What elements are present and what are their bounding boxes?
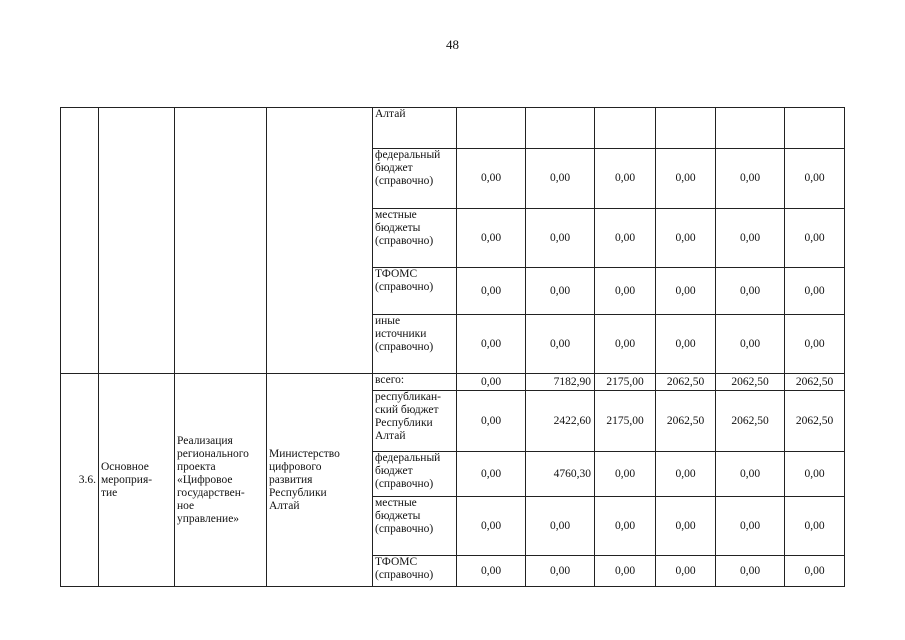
- executor-cell: [267, 108, 373, 374]
- funding-source: республикан- ский бюджет Республики Алтай: [373, 391, 457, 452]
- value-cell: 0,00: [595, 556, 656, 587]
- value-cell: 7182,90: [526, 374, 595, 391]
- value-cell: 0,00: [656, 452, 716, 497]
- value-cell: 0,00: [785, 268, 845, 315]
- value-cell: 0,00: [716, 268, 785, 315]
- value-cell: 0,00: [656, 556, 716, 587]
- funding-source: федеральный бюджет (справочно): [373, 452, 457, 497]
- value-cell: [595, 108, 656, 149]
- value-cell: 0,00: [716, 149, 785, 209]
- funding-source: ТФОМС (справочно): [373, 268, 457, 315]
- value-cell: 2062,50: [656, 391, 716, 452]
- value-cell: 2062,50: [716, 391, 785, 452]
- funding-source: местные бюджеты (справочно): [373, 209, 457, 268]
- value-cell: 0,00: [656, 149, 716, 209]
- value-cell: 0,00: [785, 209, 845, 268]
- value-cell: 0,00: [785, 149, 845, 209]
- name-cell: [175, 108, 267, 374]
- value-cell: [457, 108, 526, 149]
- measure-name: Реализация регионального проекта «Цифровое государствен- ное управление»: [175, 374, 267, 587]
- page-number: 48: [446, 37, 459, 52]
- value-cell: 0,00: [595, 209, 656, 268]
- measure-number: 3.6.: [61, 374, 99, 587]
- value-cell: 0,00: [785, 556, 845, 587]
- measure-executor: Министерство цифрового развития Республики Алтай: [267, 374, 373, 587]
- measure-type: Основное мероприя- тие: [99, 374, 175, 587]
- value-cell: 0,00: [595, 497, 656, 556]
- value-cell: 2062,50: [716, 374, 785, 391]
- value-cell: 0,00: [457, 209, 526, 268]
- value-cell: 0,00: [526, 315, 595, 374]
- value-cell: 0,00: [526, 209, 595, 268]
- value-cell: 0,00: [716, 452, 785, 497]
- value-cell: 2422,60: [526, 391, 595, 452]
- value-cell: [785, 108, 845, 149]
- value-cell: [656, 108, 716, 149]
- value-cell: 0,00: [716, 556, 785, 587]
- value-cell: 0,00: [595, 149, 656, 209]
- value-cell: 2175,00: [595, 391, 656, 452]
- value-cell: 0,00: [656, 497, 716, 556]
- value-cell: 0,00: [716, 315, 785, 374]
- value-cell: 0,00: [656, 315, 716, 374]
- value-cell: 0,00: [656, 209, 716, 268]
- value-cell: 0,00: [457, 149, 526, 209]
- funding-source: ТФОМС (справочно): [373, 556, 457, 587]
- funding-source: местные бюджеты (справочно): [373, 497, 457, 556]
- value-cell: 2062,50: [785, 374, 845, 391]
- funding-source: федеральный бюджет (справочно): [373, 149, 457, 209]
- value-cell: 0,00: [457, 452, 526, 497]
- value-cell: 0,00: [526, 268, 595, 315]
- value-cell: 0,00: [595, 315, 656, 374]
- value-cell: 0,00: [457, 497, 526, 556]
- value-cell: 0,00: [716, 209, 785, 268]
- value-cell: 0,00: [785, 497, 845, 556]
- funding-source: всего:: [373, 374, 457, 391]
- value-cell: 0,00: [457, 391, 526, 452]
- value-cell: 0,00: [457, 556, 526, 587]
- table-row: [61, 108, 845, 149]
- value-cell: 0,00: [785, 452, 845, 497]
- value-cell: 2062,50: [785, 391, 845, 452]
- value-cell: 0,00: [595, 268, 656, 315]
- value-cell: 0,00: [457, 374, 526, 391]
- value-cell: 0,00: [716, 497, 785, 556]
- value-cell: 0,00: [457, 268, 526, 315]
- type-cell: [99, 108, 175, 374]
- number-cell: [61, 108, 99, 374]
- funding-table: [60, 107, 845, 587]
- value-cell: 0,00: [785, 315, 845, 374]
- value-cell: 0,00: [457, 315, 526, 374]
- value-cell: 0,00: [656, 268, 716, 315]
- value-cell: [526, 108, 595, 149]
- funding-source: Алтай: [373, 108, 457, 149]
- value-cell: [716, 108, 785, 149]
- value-cell: 0,00: [595, 452, 656, 497]
- value-cell: 0,00: [526, 149, 595, 209]
- funding-source: иные источники (справочно): [373, 315, 457, 374]
- table-row: [61, 374, 845, 391]
- value-cell: 0,00: [526, 497, 595, 556]
- value-cell: 2062,50: [656, 374, 716, 391]
- value-cell: 4760,30: [526, 452, 595, 497]
- value-cell: 0,00: [526, 556, 595, 587]
- value-cell: 2175,00: [595, 374, 656, 391]
